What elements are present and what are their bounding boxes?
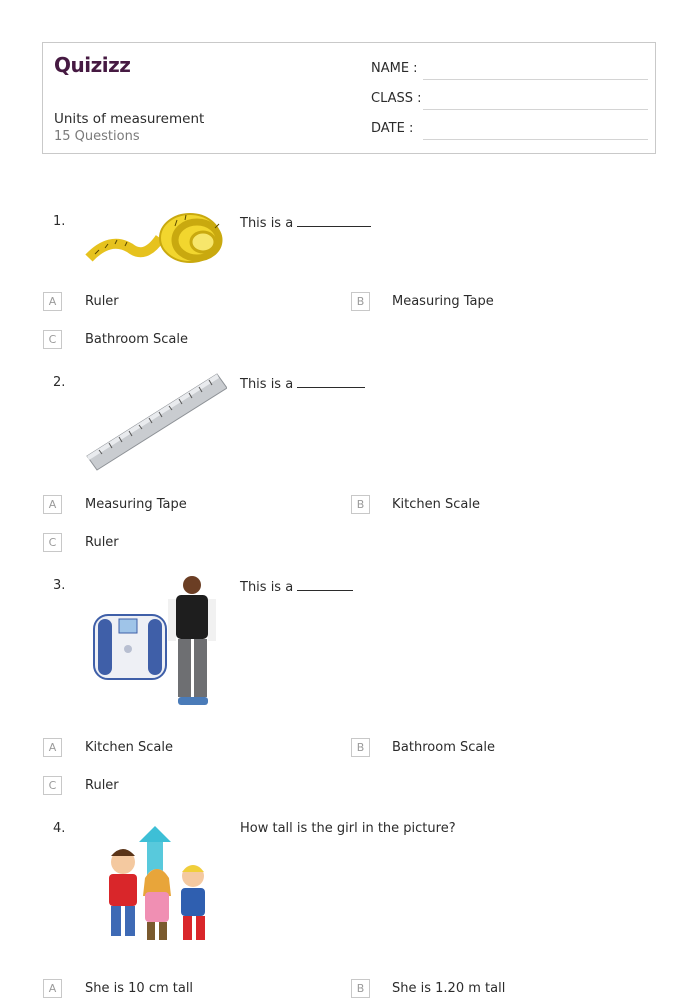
option-letter[interactable]: A xyxy=(43,979,62,998)
question-text: This is a xyxy=(240,214,371,231)
option-text[interactable]: Bathroom Scale xyxy=(392,740,495,755)
option-letter[interactable]: B xyxy=(351,495,370,514)
option-text[interactable]: Kitchen Scale xyxy=(392,497,480,512)
option-text[interactable]: Bathroom Scale xyxy=(85,332,188,347)
name-label: NAME : xyxy=(371,61,418,76)
option-letter[interactable]: C xyxy=(43,776,62,795)
question-text: How tall is the girl in the picture? xyxy=(240,821,456,836)
option-letter[interactable]: B xyxy=(351,292,370,311)
worksheet-header xyxy=(42,42,656,154)
option-letter[interactable]: A xyxy=(43,495,62,514)
question-number: 3. xyxy=(53,578,66,593)
option-letter[interactable]: C xyxy=(43,533,62,552)
question-number: 2. xyxy=(53,375,66,390)
question-text: This is a xyxy=(240,375,365,392)
answer-blank xyxy=(297,214,371,227)
option-letter[interactable]: C xyxy=(43,330,62,349)
answer-blank xyxy=(297,578,353,591)
children-height-image xyxy=(85,822,227,948)
question-count: 15 Questions xyxy=(54,129,140,144)
question-number: 1. xyxy=(53,214,66,229)
option-letter[interactable]: A xyxy=(43,738,62,757)
option-text[interactable]: Measuring Tape xyxy=(392,294,494,309)
option-letter[interactable]: B xyxy=(351,738,370,757)
ruler-image xyxy=(85,370,227,472)
option-text[interactable]: Ruler xyxy=(85,294,119,309)
option-letter[interactable]: B xyxy=(351,979,370,998)
class-field[interactable] xyxy=(423,109,648,110)
option-text[interactable]: Kitchen Scale xyxy=(85,740,173,755)
answer-blank xyxy=(297,375,365,388)
question-number: 4. xyxy=(53,821,66,836)
worksheet-title: Units of measurement xyxy=(54,111,205,127)
option-text[interactable]: She is 1.20 m tall xyxy=(392,981,506,996)
bathroom-scale-image xyxy=(88,575,223,715)
date-field[interactable] xyxy=(423,139,648,140)
class-label: CLASS : xyxy=(371,91,422,106)
name-field[interactable] xyxy=(423,79,648,80)
option-letter[interactable]: A xyxy=(43,292,62,311)
option-text[interactable]: Ruler xyxy=(85,535,119,550)
option-text[interactable]: Measuring Tape xyxy=(85,497,187,512)
question-text: This is a xyxy=(240,578,353,595)
quizizz-logo: Quizizz xyxy=(54,53,131,77)
measuring-tape-image xyxy=(85,208,225,270)
date-label: DATE : xyxy=(371,121,414,136)
option-text[interactable]: She is 10 cm tall xyxy=(85,981,194,996)
option-text[interactable]: Ruler xyxy=(85,778,119,793)
